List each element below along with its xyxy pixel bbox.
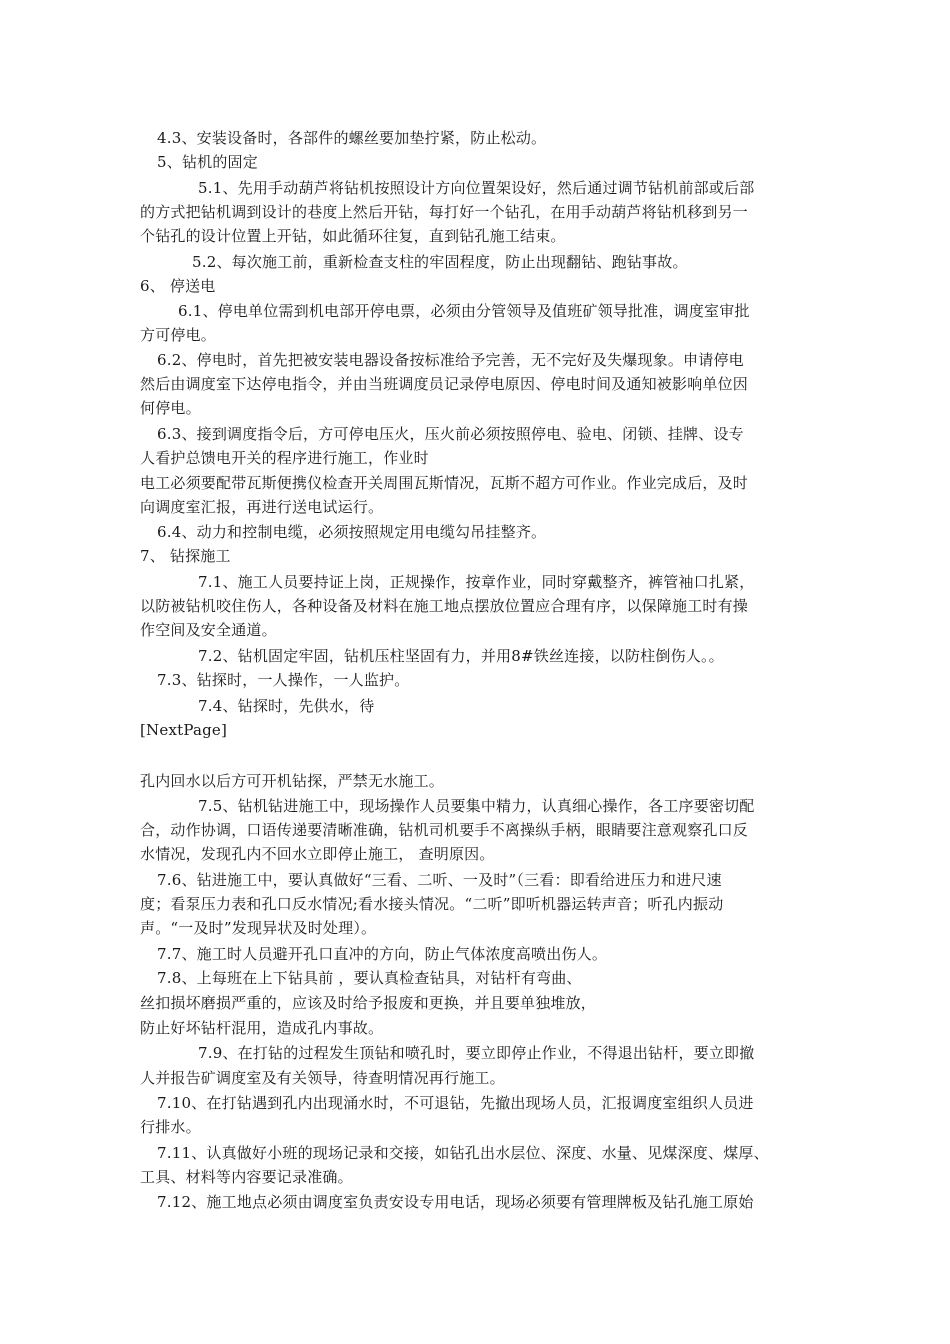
text-line: 人并报告矿调度室及有关领导，待查明情况再行施工。 [140,1069,505,1087]
text-line: 声。“一及时”发现异状及时处理）。 [140,919,377,937]
text-line: 个钻孔的设计位置上开钻，如此循环往复，直到钻孔施工结束。 [140,227,566,245]
text-line: 7.4、钻探时，先供水，待 [198,697,375,715]
text-line: 7.3、钻探时，一人操作，一人监护。 [157,671,410,689]
text-line: 以防被钻机咬住伤人，各种设备及材料在施工地点摆放位置应合理有序，以保障施工时有操 [140,597,749,615]
text-line: 合，动作协调，口语传递要清晰准确，钻机司机要手不离操纵手柄，眼睛要注意观察孔口反 [140,821,749,839]
text-line: 行排水。 [140,1118,201,1136]
text-line: 7.5、钻机钻进施工中，现场操作人员要集中精力，认真细心操作，各工序要密切配 [198,797,755,815]
text-line: 作空间及安全通道。 [140,621,277,639]
text-line: 7.10、在打钻遇到孔内出现涌水时，不可退钻，先撤出现场人员，汇报调度室组织人员进 [157,1094,754,1112]
text-line: 电工必须要配带瓦斯便携仪检查开关周围瓦斯情况，瓦斯不超方可作业。作业完成后，及时 [140,474,749,492]
text-line: 7.6、钻进施工中，要认真做好“三看、二听、一及时”（三看：即看给进压力和进尺速 [157,871,722,889]
text-line: 6.4、动力和控制电缆，必须按照规定用电缆勾吊挂整齐。 [157,523,547,541]
text-line: 5.2、每次施工前，重新检查支柱的牢固程度，防止出现翻钻、跑钻事故。 [192,253,688,271]
text-line: 向调度室汇报，再进行送电试运行。 [140,498,384,516]
text-line: 6.3、接到调度指令后，方可停电压火，压火前必须按照停电、验电、闭锁、挂牌、设专 [157,425,744,443]
text-line: 人看护总馈电开关的程序进行施工，作业时 [140,449,429,467]
text-line: 7.11、认真做好小班的现场记录和交接，如钻孔出水层位、深度、水量、见煤深度、煤厚、 [157,1144,769,1162]
section-heading: 7、 钻探施工 [140,547,231,565]
text-line: 6.1、停电单位需到机电部开停电票，必须由分管领导及值班矿领导批准，调度室审批 [178,302,750,320]
text-line: 7.12、施工地点必须由调度室负责安设专用电话，现场必须要有管理牌板及钻孔施工原始 [157,1193,754,1211]
text-line: 工具、材料等内容要记录准确。 [140,1168,353,1186]
text-line: 7.1、施工人员要持证上岗，正规操作，按章作业，同时穿戴整齐，裤管袖口扎紧， [198,573,755,591]
text-line: 何停电。 [140,399,201,417]
page-break-marker: [NextPage] [140,721,228,739]
text-line: 丝扣损坏磨损严重的，应该及时给予报废和更换，并且要单独堆放， [140,994,597,1012]
text-line: 然后由调度室下达停电指令，并由当班调度员记录停电原因、停电时间及通知被影响单位因 [140,375,749,393]
text-line: 7.2、钻机固定牢固，钻机压柱坚固有力，并用8#铁丝连接，以防柱倒伤人。。 [198,647,724,665]
text-line: 5.1、先用手动葫芦将钻机按照设计方向位置架设好，然后通过调节钻机前部或后部 [198,179,755,197]
text-line: 4.3、安装设备时，各部件的螺丝要加垫拧紧，防止松动。 [157,129,547,147]
text-line: 7.7、施工时人员避开孔口直冲的方向，防止气体浓度高喷出伤人。 [157,945,608,963]
section-heading: 6、 停送电 [140,277,216,295]
text-line: 的方式把钻机调到设计的巷度上然后开钻，每打好一个钻孔，在用手动葫芦将钻机移到另一 [140,203,749,221]
text-line: 6.2、停电时，首先把被安装电器设备按标准给予完善，无不完好及失爆现象。申请停电 [157,351,744,369]
text-line: 度；看泵压力表和孔口反水情况;看水接头情况。“二听”即听机器运转声音；听孔内振动 [140,895,724,913]
section-heading: 5、钻机的固定 [157,153,258,171]
text-line: 水情况，发现孔内不回水立即停止施工， 查明原因。 [140,845,495,863]
text-line: 防止好坏钻杆混用，造成孔内事故。 [140,1019,384,1037]
text-line: 7.9、在打钻的过程发生顶钻和喷孔时，要立即停止作业，不得退出钻杆，要立即撤 [198,1044,755,1062]
text-line: 孔内回水以后方可开机钻探，严禁无水施工。 [140,772,445,790]
text-line: 方可停电。 [140,326,217,344]
text-line: 7.8、上每班在上下钻具前 ，要认真检查钻具，对钻杆有弯曲、 [157,969,582,987]
